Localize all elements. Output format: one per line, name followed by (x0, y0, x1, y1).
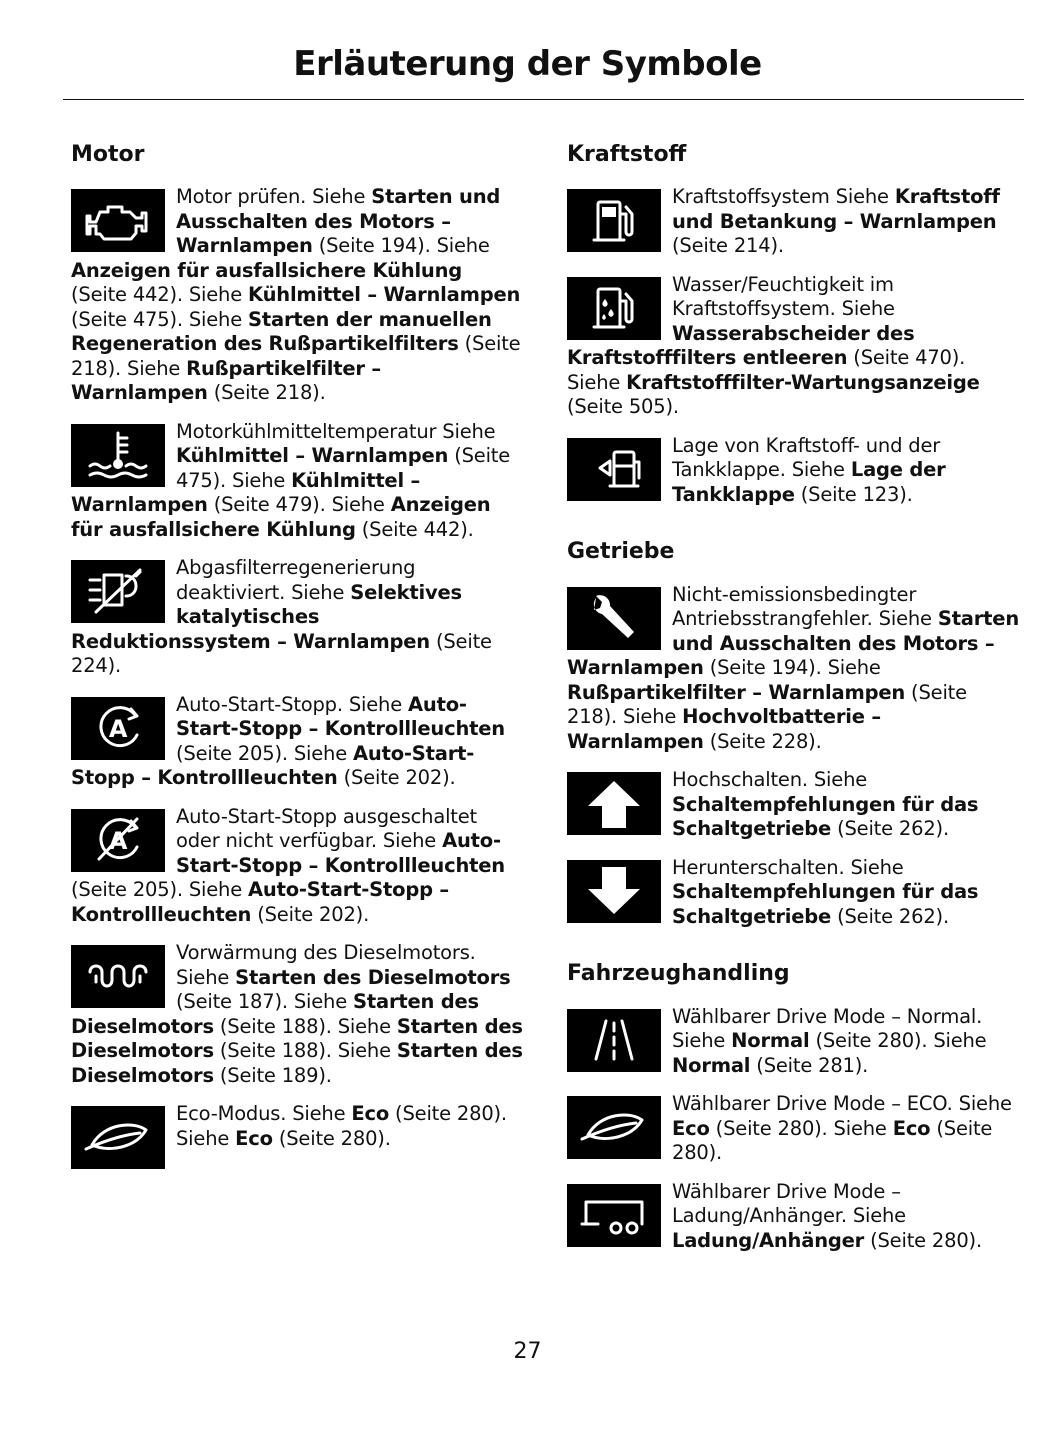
auto-start-stop-icon (71, 697, 165, 760)
water-in-fuel-icon (567, 277, 661, 340)
page-title: Erläuterung der Symbole (293, 44, 762, 84)
cross-reference: Rußpartikelfilter – Warnlampen (71, 356, 381, 405)
description-text: (Seite 280). (672, 1116, 993, 1165)
engine-icon (71, 189, 165, 252)
cross-reference: Starten des Dieselmotors (71, 1014, 523, 1063)
description-text: (Seite 202). (337, 766, 456, 790)
description-text: (Seite 280). (272, 1126, 391, 1150)
symbol-entry (567, 1180, 1019, 1254)
symbol-entry (567, 185, 1019, 259)
right-column (567, 142, 1019, 1267)
section-motor (71, 142, 523, 1169)
description-text: Wasser/Feuchtigkeit im Kraftstoffsystem. Siehe (672, 272, 895, 321)
description-text: Abgasfilterregenerierung deaktiviert. Siehe (176, 556, 416, 604)
cross-reference: Eco (351, 1102, 390, 1126)
description-text: Hochschalten. Siehe (672, 768, 868, 792)
drive-mode-eco-leaf-icon (567, 1096, 661, 1159)
symbol-entry (71, 693, 523, 791)
description-text: Eco-Modus. Siehe (176, 1102, 352, 1126)
cross-reference: Kühlmittel – Warnlampen (71, 468, 421, 517)
description-text: (Seite 479). Siehe (207, 493, 391, 517)
cross-reference: Auto-Start-Stopp – Kontrollleuchten (71, 878, 449, 926)
description-text: Motor prüfen. Siehe (176, 185, 372, 209)
description-text: (Seite 218). Siehe (567, 680, 967, 729)
description-text: (Seite 280). (864, 1228, 982, 1252)
section-kraftstoff (567, 142, 1019, 507)
cross-reference: Rußpartikelfilter – Warnlampen (567, 680, 906, 704)
symbol-entry (71, 556, 523, 679)
description-text: (Seite 281). (750, 1053, 869, 1077)
description-text: (Seite 442). (355, 517, 474, 541)
section-heading: Motor (71, 142, 145, 167)
description-text: (Seite 188). Siehe (213, 1014, 397, 1038)
description-text: (Seite 280). Siehe (709, 1116, 893, 1140)
description-text: (Seite 188). Siehe (213, 1039, 397, 1063)
cross-reference: Starten des Dieselmotors (235, 965, 511, 989)
glow-plug-icon (71, 945, 165, 1008)
description-text: Herunterschalten. Siehe (672, 855, 904, 879)
description-text: (Seite 202). (251, 902, 370, 926)
exhaust-filter-regeneration-disabled-icon (71, 560, 165, 623)
description-text: (Seite 205). Siehe (71, 878, 249, 902)
cross-reference: Anzeigen für ausfallsichere Kühlung (71, 258, 463, 282)
page-number: 27 (513, 1339, 542, 1364)
cross-reference: Auto-Start-Stopp – Kontrollleuchten (71, 741, 475, 790)
cross-reference: Starten des Dieselmotors (71, 990, 479, 1038)
description-text: (Seite 475). Siehe (176, 444, 511, 492)
description-text: (Seite 470). Siehe (567, 346, 966, 394)
eco-leaf-icon (71, 1106, 165, 1169)
symbol-entry (567, 434, 1019, 508)
description-text: (Seite 123). (794, 482, 913, 506)
drive-mode-normal-road-icon (567, 1009, 661, 1072)
auto-start-stop-off-icon (71, 809, 165, 872)
cross-reference: Kraftstoff und Betankung – Warnlampen (672, 185, 1000, 233)
title-divider (63, 99, 1024, 100)
cross-reference: Starten des Dieselmotors (71, 1039, 523, 1087)
symbol-entry (567, 583, 1019, 755)
description-text: (Seite 218). Siehe (71, 332, 521, 380)
cross-reference: Schaltempfehlungen für das Schaltgetriebe (672, 792, 979, 841)
cross-reference: Eco (892, 1116, 931, 1140)
symbol-entry (567, 768, 1019, 842)
shift-down-arrow-icon (567, 860, 661, 923)
description-text: (Seite 262). (831, 817, 949, 841)
description-text: Wählbarer Drive Mode – ECO. Siehe (672, 1092, 1012, 1116)
fuel-pump-icon (567, 189, 661, 252)
section-heading: Getriebe (567, 539, 675, 565)
section-heading: Fahrzeughandling (567, 961, 790, 987)
section-fahrzeughandling (567, 961, 1019, 1253)
cross-reference: Normal (731, 1029, 810, 1053)
cross-reference: Schaltempfehlungen für das Schaltgetriebe (672, 880, 979, 928)
svg-text:A: A (108, 715, 128, 744)
cross-reference: Starten und Ausschalten des Motors – Warnlampen (567, 607, 1020, 680)
symbol-entry (71, 941, 523, 1088)
description-text: Wählbarer Drive Mode – Ladung/Anhänger. Siehe (672, 1179, 906, 1228)
cross-reference: Hochvoltbatterie – Warnlampen (567, 705, 881, 753)
cross-reference: Anzeigen für ausfallsichere Kühlung (71, 493, 491, 541)
description-text: (Seite 224). (71, 629, 492, 678)
description-text: (Seite 475). Siehe (71, 307, 249, 331)
cross-reference: Auto-Start-Stopp – Kontrollleuchten (176, 692, 505, 741)
description-text: (Seite 280). Siehe (809, 1029, 987, 1053)
symbol-entry (71, 420, 523, 543)
cross-reference: Normal (672, 1053, 751, 1077)
description-text: Kraftstoffsystem Siehe (672, 185, 895, 209)
description-text: (Seite 262). (831, 904, 949, 928)
description-text: (Seite 442). Siehe (71, 283, 249, 307)
description-text: Lage von Kraftstoff- und der Tankklappe. Siehe (672, 433, 941, 482)
description-text: (Seite 187). Siehe (176, 990, 354, 1014)
symbol-entry (567, 273, 1019, 420)
description-text: Wählbarer Drive Mode – Normal. Siehe (672, 1004, 983, 1053)
symbol-entry (567, 856, 1019, 930)
cross-reference: Eco (235, 1126, 273, 1150)
description-text: Motorkühlmitteltemperatur Siehe (176, 419, 496, 443)
symbol-entry (567, 1005, 1019, 1079)
description-text: Auto-Start-Stopp. Siehe (176, 692, 408, 716)
cross-reference: Lage der Tankklappe (672, 458, 946, 506)
description-text: (Seite 218). (207, 381, 326, 405)
description-text: (Seite 189). (213, 1063, 332, 1087)
cross-reference: Eco (672, 1116, 710, 1140)
wrench-icon (567, 587, 661, 650)
symbol-entry (71, 1102, 523, 1169)
cross-reference: Kühlmittel – Warnlampen (248, 283, 521, 307)
description-text: (Seite 228). (703, 729, 822, 753)
svg-text:A: A (108, 827, 128, 856)
description-text: Auto-Start-Stopp ausgeschaltet oder nicht verfügbar. Siehe (176, 804, 477, 853)
description-text: (Seite 194). Siehe (312, 234, 490, 258)
cross-reference: Kraftstofffilter-Wartungsanzeige (626, 370, 980, 394)
cross-reference: Auto-Start-Stopp – Kontrollleuchten (176, 829, 505, 877)
section-heading: Kraftstoff (567, 142, 687, 167)
cross-reference: Starten der manuellen Regeneration des Rußpartikelfilters (71, 307, 492, 356)
symbol-entry (71, 185, 523, 406)
section-getriebe (567, 539, 1019, 929)
shift-up-arrow-icon (567, 772, 661, 835)
cross-reference: Kühlmittel – Warnlampen (176, 444, 449, 468)
description-text: (Seite 205). Siehe (176, 741, 354, 765)
cross-reference: Starten und Ausschalten des Motors – Warnlampen (176, 185, 501, 258)
description-text: (Seite 280). Siehe (176, 1102, 507, 1150)
cross-reference: Wasserabscheider des Kraftstofffilters entleeren (567, 321, 915, 370)
cross-reference: Selektives katalytisches Reduktionssystem – Warnlampen (71, 580, 462, 653)
description-text: Vorwärmung des Dieselmotors. Siehe (176, 941, 476, 989)
description-text: (Seite 194). Siehe (703, 656, 881, 680)
description-text: (Seite 214). (672, 234, 784, 258)
fuel-door-location-icon (567, 438, 661, 501)
drive-mode-tow-haul-icon (567, 1184, 661, 1247)
symbol-entry (567, 1092, 1019, 1166)
description-text: Nicht-emissionsbedingter Antriebsstrangfehler. Siehe (672, 582, 938, 631)
cross-reference: Ladung/Anhänger (672, 1228, 865, 1252)
symbol-entry (71, 805, 523, 928)
coolant-temperature-icon (71, 424, 165, 487)
description-text: (Seite 505). (567, 395, 679, 419)
left-column (71, 142, 523, 1183)
